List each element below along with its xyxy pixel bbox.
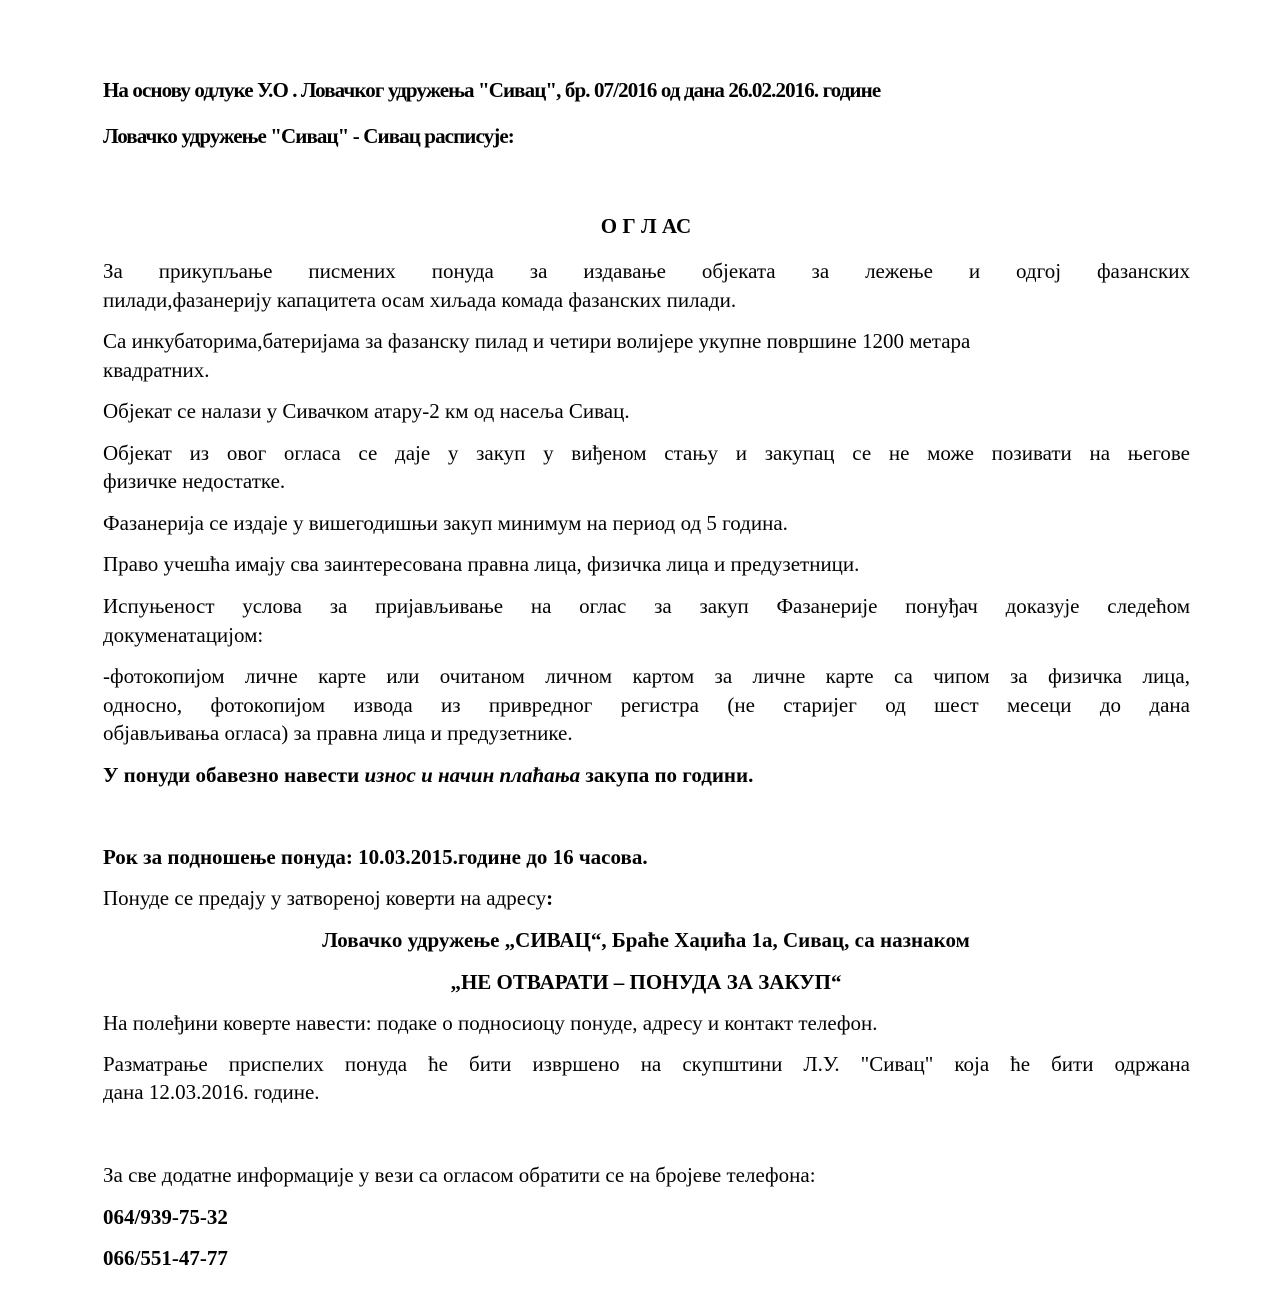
paragraph-condition-line-1: Објекат из овог огласа се даје у закуп у виђеном стању и закупац се не може позивати на његове — [103, 441, 1190, 465]
paragraph-lease-term: Фазанерија се издаје у вишегодишњи закуп минимум на период од 5 година. — [103, 511, 788, 535]
contact-phone-1: 064/939-75-32 — [103, 1205, 228, 1229]
paragraph-purpose-line-1: За прикупљање писмених понуда за издавање објеката за лежење и одгој фазанских — [103, 259, 1190, 283]
paragraph-location: Објекат се налази у Сивачком атару-2 км од насеља Сивац. — [103, 399, 630, 423]
paragraph-requirements-line-2: докуменатацијом: — [103, 623, 264, 647]
delivery-address: Ловачко удружење „СИВАЦ“, Браће Хаџића 1а, Сивац, са назнаком — [322, 928, 970, 952]
delivery-text: Понуде се предају у затвореној коверти на адресу — [103, 886, 547, 910]
paragraph-requirements-line-1: Испуњеност услова за пријављивање на оглас за закуп Фазанерије понуђач доказује следећом — [103, 594, 1190, 618]
paragraph-eligibility: Право учешћа имају сва заинтересована правна лица, физичка лица и предузетници. — [103, 552, 860, 576]
review-info-line-1: Разматрање приспелих понуда ће бити извршено на скупштини Л.У. "Сивац" која ће бити одржана — [103, 1052, 1190, 1076]
page-title: О Г Л АС — [600, 214, 692, 238]
header-decision-line: На основу одлуке У.О . Ловачког удружења "Сивац", бр. 07/2016 од дана 26.02.2016. године — [103, 78, 881, 102]
paragraph-equipment-line-2: квадратних. — [103, 358, 210, 382]
contact-phone-2: 066/551-47-77 — [103, 1246, 228, 1270]
envelope-back-instructions: На полеђини коверте навести: подаке о подносиоцу понуде, адресу и контакт телефон. — [103, 1011, 878, 1035]
delivery-instructions — [103, 884, 553, 913]
paragraph-equipment-line-1: Са инкубаторима,батеријама за фазанску пилад и четири волијере укупне површине 1200 метара — [103, 329, 971, 353]
paragraph-documents-line-2: односно, фотокопијом извода из привредног регистра (не старијег од шест месеци до дана — [103, 693, 1190, 717]
contact-intro: За све додатне информације у вези са огласом обратити се на бројеве телефона: — [103, 1163, 816, 1187]
submission-deadline: Рок за подношење понуда: 10.03.2015.године до 16 часова. — [103, 845, 648, 869]
paragraph-purpose-line-2: пилади,фазанерију капацитета осам хиљада комада фазанских пилади. — [103, 288, 737, 312]
review-info-line-2: дана 12.03.2016. године. — [103, 1080, 320, 1104]
paragraph-documents-line-3: објављивања огласа) за правна лица и предузетнике. — [103, 721, 573, 745]
paragraph-condition-line-2: физичке недостатке. — [103, 469, 286, 493]
offer-note-end: закупа по години. — [580, 763, 754, 787]
delivery-colon: : — [546, 886, 554, 910]
envelope-marking: „НЕ ОТВАРАТИ – ПОНУДА ЗА ЗАКУП“ — [450, 970, 842, 994]
offer-note-start: У понуди обавезно навести — [103, 763, 365, 787]
offer-note-emphasis: износ и начин плаћања — [364, 763, 581, 787]
header-announcer-line: Ловачко удружење "Сивац" - Сивац расписује: — [103, 124, 514, 148]
offer-requirement-note — [103, 761, 753, 790]
paragraph-documents-line-1: -фотокопијом личне карте или очитаном личном картом за личне карте са чипом за физичка лица, — [103, 664, 1190, 688]
